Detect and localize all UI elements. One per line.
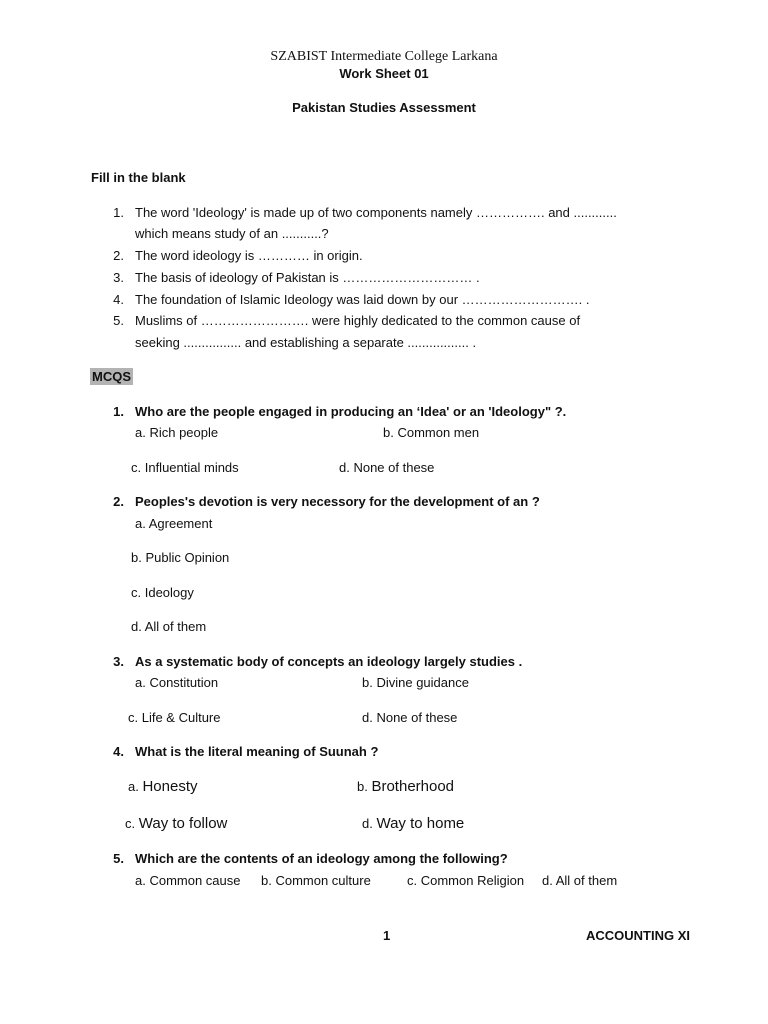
- question-number: 4.: [113, 744, 124, 759]
- option-c: c. Way to follow: [125, 815, 228, 832]
- option-c: c. Ideology: [131, 585, 194, 600]
- question-text: Peoples's devotion is very necessory for the development of an ?: [135, 494, 540, 509]
- option-c: c. Life & Culture: [128, 710, 221, 725]
- option-a: a. Constitution: [135, 675, 219, 690]
- fill-text: The word 'Ideology' is made up of two components namely ……………. and ............: [135, 205, 617, 220]
- question-number: 2.: [113, 494, 124, 509]
- question-text: Which are the contents of an ideology among the following?: [135, 851, 508, 866]
- fill-number: 2.: [113, 248, 124, 263]
- question-text: What is the literal meaning of Suunah ?: [135, 744, 379, 759]
- option-b: b. Divine guidance: [362, 675, 469, 690]
- fill-text-cont: seeking ................ and establishing a separate ................. .: [135, 335, 477, 350]
- fill-text: Muslims of ……………………. were highly dedicated to the common cause of: [135, 313, 581, 328]
- fill-text: The word ideology is ………… in origin.: [135, 248, 363, 263]
- fill-text: The basis of ideology of Pakistan is ………………………… .: [135, 270, 480, 285]
- option-b: b. Common culture: [261, 873, 371, 888]
- fill-number: 5.: [113, 313, 124, 328]
- option-a: a. Honesty: [128, 778, 198, 795]
- option-c: c. Common Religion: [407, 873, 525, 888]
- page-number: 1: [383, 928, 391, 943]
- course-label: ACCOUNTING XI: [586, 928, 690, 943]
- college-title: SZABIST Intermediate College Larkana: [270, 49, 498, 64]
- question-number: 3.: [113, 654, 124, 669]
- question-number: 5.: [113, 851, 124, 866]
- fill-number: 3.: [113, 270, 124, 285]
- option-b: b. Public Opinion: [131, 550, 230, 565]
- option-b: b. Common men: [383, 425, 480, 440]
- option-d: d. Way to home: [362, 815, 465, 832]
- subject-title: Pakistan Studies Assessment: [292, 100, 476, 115]
- worksheet-title: Work Sheet 01: [339, 66, 429, 81]
- option-c: c. Influential minds: [131, 460, 239, 475]
- fill-number: 1.: [113, 205, 124, 220]
- question-text: Who are the people engaged in producing an ‘Idea' or an 'Ideology" ?.: [135, 404, 567, 419]
- option-d: d. All of them: [542, 873, 618, 888]
- option-a: a. Agreement: [135, 516, 213, 531]
- mcqs-heading: MCQS: [92, 369, 131, 384]
- question-text: As a systematic body of concepts an ideology largely studies .: [135, 654, 523, 669]
- option-d: d. None of these: [339, 460, 435, 475]
- option-b: b. Brotherhood: [357, 778, 455, 795]
- fill-number: 4.: [113, 292, 124, 307]
- question-number: 1.: [113, 404, 124, 419]
- fill-text-cont: which means study of an ...........?: [135, 226, 329, 241]
- option-a: a. Rich people: [135, 425, 219, 440]
- fill-text: The foundation of Islamic Ideology was laid down by our ………………………. .: [135, 292, 590, 307]
- fill-heading: Fill in the blank: [91, 170, 186, 185]
- option-d: d. None of these: [362, 710, 458, 725]
- option-a: a. Common cause: [135, 873, 241, 888]
- option-d: d. All of them: [131, 619, 207, 634]
